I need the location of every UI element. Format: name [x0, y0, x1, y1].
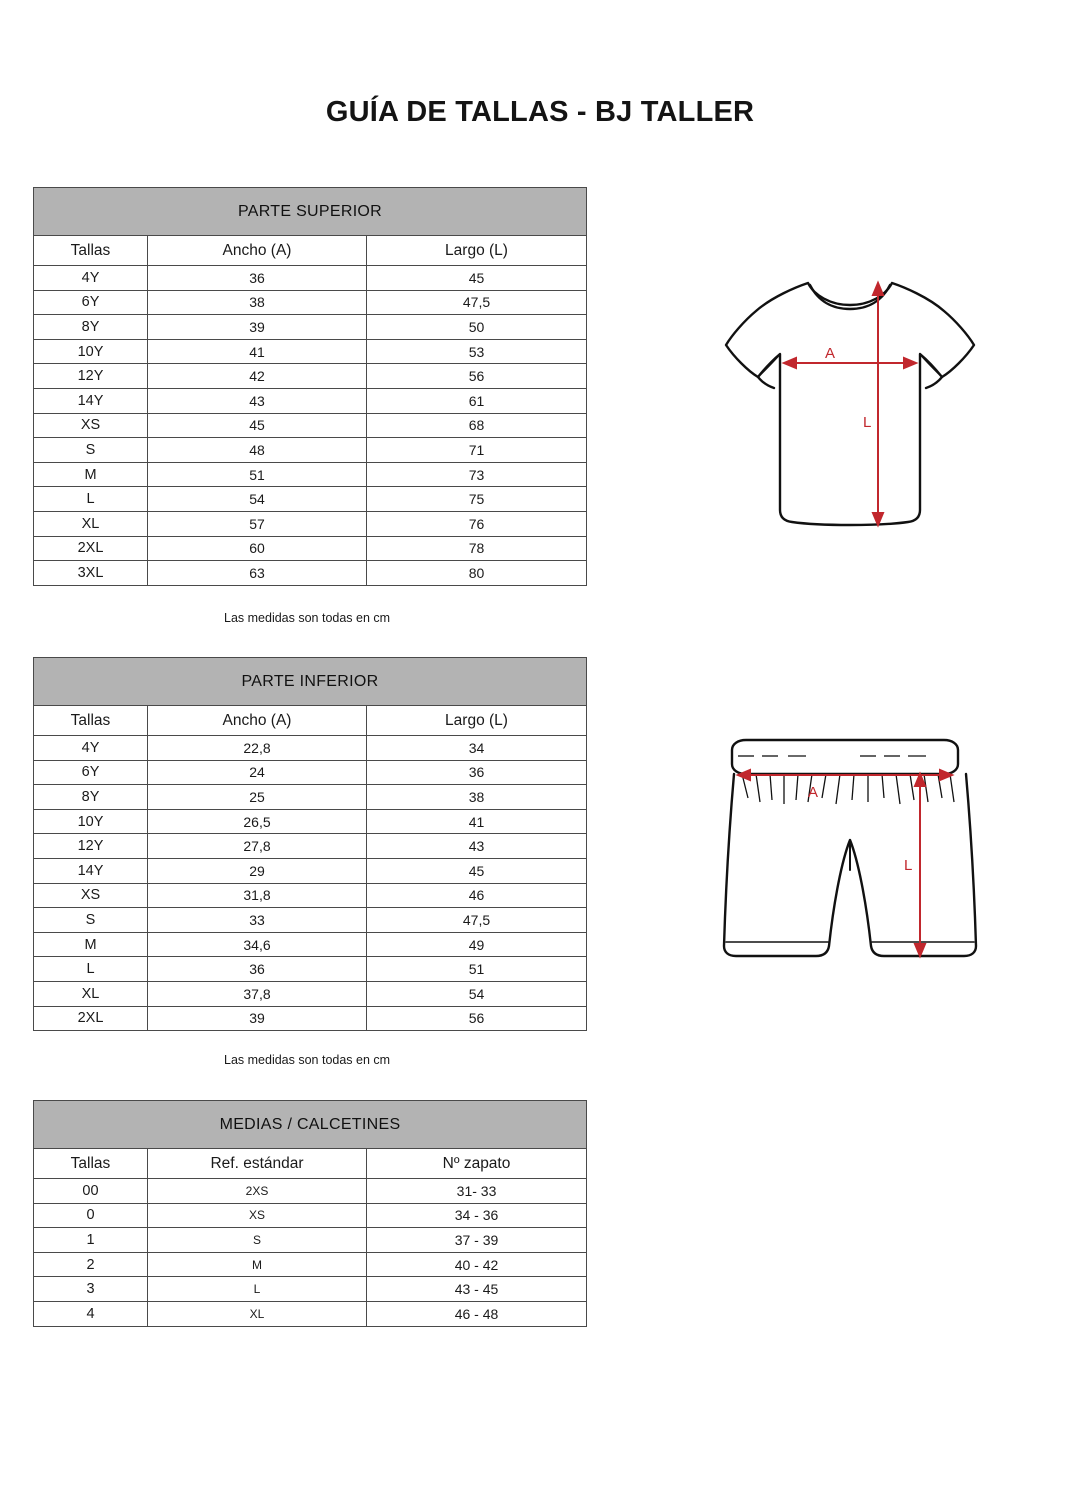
column-header-tallas: Tallas [34, 236, 148, 266]
table-column-header-row [34, 706, 587, 736]
column-header-tallas: Tallas [34, 1149, 148, 1179]
table-row [34, 536, 587, 561]
cell-largo: 78 [367, 536, 587, 561]
cell-ancho: 25 [148, 785, 367, 810]
cell-ancho: 22,8 [148, 736, 367, 761]
cell-talla: 2XL [34, 536, 148, 561]
table-row [34, 561, 587, 586]
cell-ancho: 37,8 [148, 981, 367, 1006]
cell-talla: XL [34, 511, 148, 536]
cell-ancho: 24 [148, 760, 367, 785]
cell-largo: 36 [367, 760, 587, 785]
cell-no-zapato: 43 - 45 [367, 1277, 587, 1302]
cell-largo: 46 [367, 883, 587, 908]
cell-largo: 38 [367, 785, 587, 810]
table-row [34, 315, 587, 340]
shorts-diagram [710, 720, 1000, 1015]
table-block-parte-superior [33, 187, 586, 586]
cell-talla: 1 [34, 1228, 148, 1253]
table-row [34, 1301, 587, 1326]
cell-talla: 6Y [34, 760, 148, 785]
table-row [34, 364, 587, 389]
cell-ref-estandar: S [148, 1228, 367, 1253]
column-header-ancho: Ancho (A) [148, 706, 367, 736]
cell-no-zapato: 37 - 39 [367, 1228, 587, 1253]
table-column-header-row [34, 1149, 587, 1179]
table-row [34, 1277, 587, 1302]
cell-largo: 54 [367, 981, 587, 1006]
cell-largo: 75 [367, 487, 587, 512]
cell-talla: L [34, 957, 148, 982]
cell-ancho: 39 [148, 315, 367, 340]
table-row [34, 809, 587, 834]
table-row [34, 266, 587, 291]
table-row [34, 932, 587, 957]
cell-largo: 49 [367, 932, 587, 957]
cell-talla: 12Y [34, 364, 148, 389]
cell-ancho: 51 [148, 462, 367, 487]
cell-talla: 3 [34, 1277, 148, 1302]
table-row [34, 388, 587, 413]
cell-ancho: 63 [148, 561, 367, 586]
cell-largo: 61 [367, 388, 587, 413]
table-row [34, 981, 587, 1006]
cell-ancho: 54 [148, 487, 367, 512]
table-section-title: PARTE INFERIOR [34, 658, 587, 706]
cell-largo: 56 [367, 364, 587, 389]
table-row [34, 511, 587, 536]
cell-talla: 6Y [34, 290, 148, 315]
cell-talla: S [34, 908, 148, 933]
cell-talla: 4Y [34, 736, 148, 761]
cell-talla: 12Y [34, 834, 148, 859]
column-header-no-zapato: Nº zapato [367, 1149, 587, 1179]
table-row [34, 1252, 587, 1277]
cell-largo: 73 [367, 462, 587, 487]
cell-largo: 80 [367, 561, 587, 586]
page-title: GUÍA DE TALLAS - BJ TALLER [325, 96, 755, 128]
cell-ancho: 36 [148, 266, 367, 291]
table-row [34, 1006, 587, 1031]
cell-ref-estandar: 2XS [148, 1179, 367, 1204]
cell-largo: 34 [367, 736, 587, 761]
cell-ancho: 41 [148, 339, 367, 364]
cell-largo: 76 [367, 511, 587, 536]
cell-ancho: 38 [148, 290, 367, 315]
note-cm-inferior: Las medidas son todas en cm [224, 1053, 391, 1067]
cell-ref-estandar: XL [148, 1301, 367, 1326]
table-block-medias-calcetines [33, 1100, 586, 1327]
table-row [34, 834, 587, 859]
cell-largo: 68 [367, 413, 587, 438]
cell-talla: 0 [34, 1203, 148, 1228]
cell-ref-estandar: XS [148, 1203, 367, 1228]
cell-ref-estandar: M [148, 1252, 367, 1277]
table-row [34, 1203, 587, 1228]
cell-ref-estandar: L [148, 1277, 367, 1302]
column-header-ancho: Ancho (A) [148, 236, 367, 266]
table-section-title: PARTE SUPERIOR [34, 188, 587, 236]
table-row [34, 883, 587, 908]
table-header-row [34, 658, 587, 706]
cell-talla: 14Y [34, 858, 148, 883]
cell-largo: 53 [367, 339, 587, 364]
cell-largo: 47,5 [367, 290, 587, 315]
tshirt-length-label: L [863, 414, 872, 431]
cell-talla: XS [34, 883, 148, 908]
table-column-header-row [34, 236, 587, 266]
cell-talla: 4 [34, 1301, 148, 1326]
table-row [34, 413, 587, 438]
cell-ancho: 60 [148, 536, 367, 561]
cell-talla: 8Y [34, 785, 148, 810]
cell-ancho: 34,6 [148, 932, 367, 957]
table-row [34, 957, 587, 982]
cell-no-zapato: 34 - 36 [367, 1203, 587, 1228]
table-row [34, 290, 587, 315]
tshirt-diagram [700, 255, 1000, 560]
shorts-width-label: A [808, 784, 819, 801]
cell-ancho: 39 [148, 1006, 367, 1031]
cell-talla: 4Y [34, 266, 148, 291]
size-table-parte-inferior [33, 657, 587, 1031]
cell-ancho: 27,8 [148, 834, 367, 859]
cell-talla: 2XL [34, 1006, 148, 1031]
shorts-length-label: L [904, 857, 913, 874]
cell-talla: 00 [34, 1179, 148, 1204]
column-header-largo: Largo (L) [367, 706, 587, 736]
cell-talla: M [34, 932, 148, 957]
cell-talla: 10Y [34, 809, 148, 834]
cell-talla: 8Y [34, 315, 148, 340]
cell-ancho: 45 [148, 413, 367, 438]
cell-ancho: 43 [148, 388, 367, 413]
table-header-row [34, 188, 587, 236]
cell-ancho: 48 [148, 438, 367, 463]
cell-ancho: 36 [148, 957, 367, 982]
cell-largo: 71 [367, 438, 587, 463]
cell-talla: 14Y [34, 388, 148, 413]
tshirt-width-label: A [825, 345, 836, 362]
cell-no-zapato: 46 - 48 [367, 1301, 587, 1326]
cell-talla: 10Y [34, 339, 148, 364]
table-block-parte-inferior [33, 657, 586, 1031]
cell-largo: 45 [367, 858, 587, 883]
cell-ancho: 26,5 [148, 809, 367, 834]
cell-talla: XL [34, 981, 148, 1006]
cell-ancho: 31,8 [148, 883, 367, 908]
column-header-ref-estandar: Ref. estándar [148, 1149, 367, 1179]
table-row [34, 1179, 587, 1204]
cell-ancho: 33 [148, 908, 367, 933]
cell-ancho: 57 [148, 511, 367, 536]
cell-talla: 2 [34, 1252, 148, 1277]
table-section-title: MEDIAS / CALCETINES [34, 1101, 587, 1149]
cell-no-zapato: 40 - 42 [367, 1252, 587, 1277]
cell-talla: S [34, 438, 148, 463]
cell-largo: 43 [367, 834, 587, 859]
table-row [34, 908, 587, 933]
cell-ancho: 29 [148, 858, 367, 883]
cell-largo: 41 [367, 809, 587, 834]
cell-talla: 3XL [34, 561, 148, 586]
cell-talla: L [34, 487, 148, 512]
cell-talla: XS [34, 413, 148, 438]
column-header-tallas: Tallas [34, 706, 148, 736]
cell-largo: 50 [367, 315, 587, 340]
note-cm-superior: Las medidas son todas en cm [224, 611, 391, 625]
table-row [34, 1228, 587, 1253]
size-table-parte-superior [33, 187, 587, 586]
table-row [34, 487, 587, 512]
cell-ancho: 42 [148, 364, 367, 389]
table-row [34, 438, 587, 463]
cell-talla: M [34, 462, 148, 487]
cell-no-zapato: 31- 33 [367, 1179, 587, 1204]
cell-largo: 47,5 [367, 908, 587, 933]
table-row [34, 339, 587, 364]
table-header-row [34, 1101, 587, 1149]
table-row [34, 736, 587, 761]
table-row [34, 760, 587, 785]
cell-largo: 45 [367, 266, 587, 291]
size-table-medias-calcetines [33, 1100, 587, 1327]
table-row [34, 858, 587, 883]
table-row [34, 785, 587, 810]
table-row [34, 462, 587, 487]
column-header-largo: Largo (L) [367, 236, 587, 266]
cell-largo: 56 [367, 1006, 587, 1031]
cell-largo: 51 [367, 957, 587, 982]
